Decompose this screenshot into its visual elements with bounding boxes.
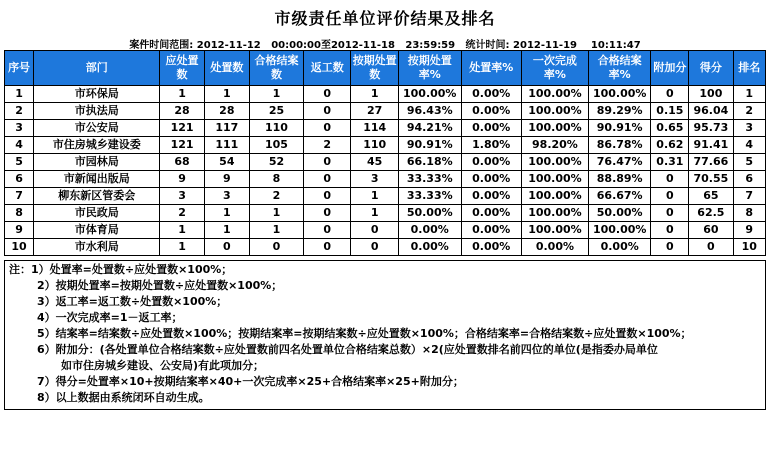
- table-cell: 33.33%: [398, 188, 461, 205]
- table-cell: 100.00%: [521, 120, 588, 137]
- table-cell: 25: [250, 103, 304, 120]
- table-cell: 0: [303, 86, 350, 103]
- table-cell: 70.55: [689, 171, 733, 188]
- table-cell: 0.00%: [461, 103, 521, 120]
- table-cell: 1: [351, 205, 398, 222]
- header-cell: 应处置数: [160, 51, 204, 86]
- table-cell: 117: [204, 120, 249, 137]
- table-cell: 0: [303, 222, 350, 239]
- table-cell: 114: [351, 120, 398, 137]
- table-cell: 8: [250, 171, 304, 188]
- table-cell: 110: [250, 120, 304, 137]
- table-cell: 0: [303, 239, 350, 256]
- table-cell: 27: [351, 103, 398, 120]
- table-cell: 6: [733, 171, 766, 188]
- table-cell: 0: [351, 239, 398, 256]
- table-cell: 100.00%: [521, 222, 588, 239]
- table-cell: 76.47%: [588, 154, 651, 171]
- table-cell: 3: [204, 188, 249, 205]
- table-cell: 0: [303, 171, 350, 188]
- table-cell: 54: [204, 154, 249, 171]
- table-cell: 3: [733, 120, 766, 137]
- table-cell: 1: [160, 86, 204, 103]
- table-cell: 3: [351, 171, 398, 188]
- table-cell: 10: [5, 239, 34, 256]
- table-cell: 1.80%: [461, 137, 521, 154]
- table-cell: 96.04: [689, 103, 733, 120]
- table-cell: 市园林局: [34, 154, 160, 171]
- table-cell: 28: [160, 103, 204, 120]
- note-line: 2）按期处置率=按期处置数÷应处置数×100%；: [37, 279, 283, 292]
- table-cell: 5: [5, 154, 34, 171]
- table-cell: 100.00%: [398, 86, 461, 103]
- table-cell: 50.00%: [398, 205, 461, 222]
- note-line: 8）以上数据由系统闭环自动生成。: [37, 391, 210, 404]
- table-cell: 0.00%: [461, 171, 521, 188]
- table-cell: 0.00%: [521, 239, 588, 256]
- table-cell: 0.00%: [461, 222, 521, 239]
- table-cell: 77.66: [689, 154, 733, 171]
- table-cell: 100.00%: [521, 103, 588, 120]
- table-cell: 1: [160, 222, 204, 239]
- table-cell: 100.00%: [588, 86, 651, 103]
- table-cell: 4: [5, 137, 34, 154]
- table-cell: 100.00%: [521, 154, 588, 171]
- table-cell: 52: [250, 154, 304, 171]
- table-header-row: [5, 51, 766, 86]
- table-cell: 0: [651, 222, 689, 239]
- table-cell: 0.65: [651, 120, 689, 137]
- table-cell: 96.43%: [398, 103, 461, 120]
- header-cell: 得分: [689, 51, 733, 86]
- table-row: [5, 171, 766, 188]
- table-cell: 65: [689, 188, 733, 205]
- table-cell: 110: [351, 137, 398, 154]
- table-cell: 121: [160, 137, 204, 154]
- table-cell: 28: [204, 103, 249, 120]
- table-cell: 1: [351, 86, 398, 103]
- table-cell: 100: [689, 86, 733, 103]
- table-cell: 66.18%: [398, 154, 461, 171]
- table-cell: 0: [689, 239, 733, 256]
- table-cell: 9: [733, 222, 766, 239]
- header-cell: 部门: [34, 51, 160, 86]
- table-cell: 91.41: [689, 137, 733, 154]
- table-cell: 1: [204, 222, 249, 239]
- table-cell: 2: [160, 205, 204, 222]
- evaluation-table: [4, 50, 766, 256]
- table-cell: 2: [5, 103, 34, 120]
- report-title: 市级责任单位评价结果及排名: [274, 9, 496, 28]
- table-cell: 100.00%: [521, 205, 588, 222]
- header-cell: 一次完成率%: [521, 51, 588, 86]
- table-cell: 市公安局: [34, 120, 160, 137]
- table-cell: 市民政局: [34, 205, 160, 222]
- table-cell: 100.00%: [521, 188, 588, 205]
- table-cell: 8: [5, 205, 34, 222]
- header-cell: 附加分: [651, 51, 689, 86]
- table-cell: 60: [689, 222, 733, 239]
- table-row: [5, 239, 766, 256]
- table-cell: 市水利局: [34, 239, 160, 256]
- table-cell: 2: [733, 103, 766, 120]
- table-cell: 0.62: [651, 137, 689, 154]
- table-cell: 1: [733, 86, 766, 103]
- table-cell: 111: [204, 137, 249, 154]
- header-cell: 按期处置数: [351, 51, 398, 86]
- table-cell: 0.15: [651, 103, 689, 120]
- table-cell: 9: [160, 171, 204, 188]
- table-cell: 0.00%: [398, 239, 461, 256]
- note-line: 7）得分=处置率×10+按期结案率×40+一次完成率×25+合格结案率×25+附加分；: [37, 375, 464, 388]
- table-cell: 0: [351, 222, 398, 239]
- table-row: [5, 205, 766, 222]
- table-cell: 1: [5, 86, 34, 103]
- note-line: 注：1）处置率=处置数÷应处置数×100%；: [9, 263, 233, 276]
- table-cell: 0: [303, 154, 350, 171]
- table-cell: 9: [5, 222, 34, 239]
- table-cell: 94.21%: [398, 120, 461, 137]
- table-cell: 105: [250, 137, 304, 154]
- table-cell: 98.20%: [521, 137, 588, 154]
- table-cell: 市执法局: [34, 103, 160, 120]
- table-cell: 0: [651, 188, 689, 205]
- table-cell: 8: [733, 205, 766, 222]
- table-cell: 0.00%: [461, 120, 521, 137]
- table-cell: 33.33%: [398, 171, 461, 188]
- table-cell: 5: [733, 154, 766, 171]
- table-cell: 7: [5, 188, 34, 205]
- table-row: [5, 137, 766, 154]
- note-line: 6）附加分：(各处置单位合格结案数÷应处置数前四名处置单位合格结案总数）×2(应处置数排名前四位的单位(是指委办局单位: [37, 343, 658, 356]
- table-cell: 3: [5, 120, 34, 137]
- table-cell: 4: [733, 137, 766, 154]
- table-cell: 0.00%: [461, 154, 521, 171]
- table-cell: 1: [351, 188, 398, 205]
- table-cell: 市体育局: [34, 222, 160, 239]
- table-cell: 1: [204, 86, 249, 103]
- table-cell: 1: [250, 86, 304, 103]
- table-row: [5, 103, 766, 120]
- table-cell: 0: [303, 120, 350, 137]
- header-cell: 返工数: [303, 51, 350, 86]
- table-cell: 0: [651, 86, 689, 103]
- table-cell: 6: [5, 171, 34, 188]
- table-cell: 1: [250, 205, 304, 222]
- table-cell: 市住房城乡建设委: [34, 137, 160, 154]
- table-cell: 0.00%: [461, 86, 521, 103]
- table-cell: 1: [160, 239, 204, 256]
- report-time-range: 案件时间范围: 2012-11-12 00:00:00至2012-11-18 23:59:59 统计时间: 2012-11-19 10:11:47: [129, 40, 641, 51]
- table-cell: 0: [204, 239, 249, 256]
- table-row: [5, 154, 766, 171]
- table-cell: 0: [651, 239, 689, 256]
- table-cell: 89.29%: [588, 103, 651, 120]
- table-cell: 9: [204, 171, 249, 188]
- header-cell: 序号: [5, 51, 34, 86]
- table-cell: 2: [250, 188, 304, 205]
- table-cell: 45: [351, 154, 398, 171]
- table-cell: 7: [733, 188, 766, 205]
- table-cell: 90.91%: [588, 120, 651, 137]
- table-cell: 2: [303, 137, 350, 154]
- table-cell: 90.91%: [398, 137, 461, 154]
- table-row: [5, 188, 766, 205]
- table-cell: 0.00%: [588, 239, 651, 256]
- table-row: [5, 86, 766, 103]
- table-cell: 柳东新区管委会: [34, 188, 160, 205]
- table-cell: 0: [651, 171, 689, 188]
- table-cell: 0: [303, 188, 350, 205]
- note-line: 如市住房城乡建设、公安局)有此项加分；: [61, 359, 265, 372]
- table-cell: 88.89%: [588, 171, 651, 188]
- table-cell: 0: [303, 103, 350, 120]
- table-body: [5, 86, 766, 256]
- table-cell: 10: [733, 239, 766, 256]
- table-cell: 0.00%: [461, 205, 521, 222]
- table-cell: 66.67%: [588, 188, 651, 205]
- table-cell: 市新闻出版局: [34, 171, 160, 188]
- table-cell: 0: [651, 205, 689, 222]
- table-cell: 3: [160, 188, 204, 205]
- notes-box: [4, 260, 766, 410]
- table-cell: 0: [303, 205, 350, 222]
- table-cell: 95.73: [689, 120, 733, 137]
- table-cell: 1: [204, 205, 249, 222]
- note-line: 4）一次完成率=1－返工率；: [37, 311, 183, 324]
- table-cell: 100.00%: [588, 222, 651, 239]
- table-row: [5, 120, 766, 137]
- table-cell: 0.31: [651, 154, 689, 171]
- table-cell: 62.5: [689, 205, 733, 222]
- table-cell: 0.00%: [398, 222, 461, 239]
- header-cell: 合格结案数: [250, 51, 304, 86]
- table-cell: 1: [250, 222, 304, 239]
- table-cell: 0.00%: [461, 188, 521, 205]
- note-line: 5）结案率=结案数÷应处置数×100%；按期结案率=按期结案数÷应处置数×100%；合格结案率=合格结案数÷应处置数×100%；: [37, 327, 692, 340]
- header-cell: 处置率%: [461, 51, 521, 86]
- table-cell: 0: [250, 239, 304, 256]
- table-cell: 100.00%: [521, 86, 588, 103]
- table-cell: 0.00%: [461, 239, 521, 256]
- table-row: [5, 222, 766, 239]
- table-cell: 50.00%: [588, 205, 651, 222]
- table-cell: 市环保局: [34, 86, 160, 103]
- header-cell: 排名: [733, 51, 766, 86]
- table-cell: 86.78%: [588, 137, 651, 154]
- header-cell: 按期处置率%: [398, 51, 461, 86]
- table-cell: 68: [160, 154, 204, 171]
- table-cell: 121: [160, 120, 204, 137]
- header-cell: 处置数: [204, 51, 249, 86]
- header-cell: 合格结案率%: [588, 51, 651, 86]
- table-cell: 100.00%: [521, 171, 588, 188]
- note-line: 3）返工率=返工数÷处置数×100%；: [37, 295, 228, 308]
